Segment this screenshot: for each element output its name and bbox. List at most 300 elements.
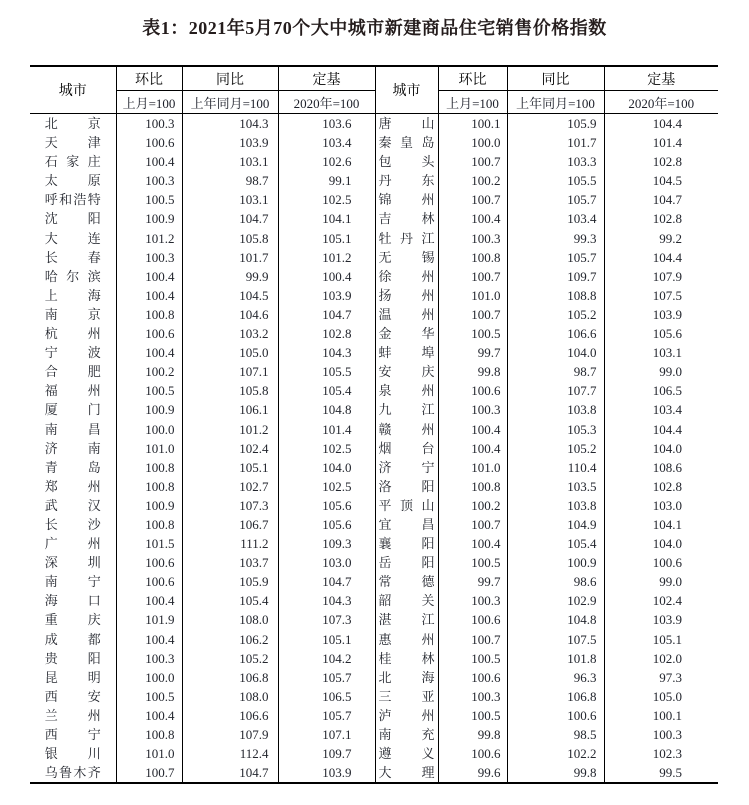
mom-value-cell: 100.8 (116, 305, 182, 324)
base-value-cell: 107.3 (278, 610, 375, 629)
yoy-value-cell: 106.6 (507, 324, 604, 343)
yoy-value-cell: 99.3 (507, 229, 604, 248)
yoy-value-cell: 105.7 (507, 248, 604, 267)
mom-base-header: 上月=100 (116, 91, 182, 114)
mom-value-cell: 100.4 (116, 343, 182, 362)
city-label: 福州 (44, 383, 101, 399)
yoy-value-cell: 107.3 (182, 496, 278, 515)
city-label: 韶关 (378, 593, 435, 609)
base-value-cell: 107.5 (652, 287, 682, 303)
base-value-cell: 107.1 (278, 725, 375, 744)
base-value-cell: 103.4 (278, 133, 375, 152)
yoy-value-cell: 101.8 (507, 649, 604, 668)
city-cell (30, 458, 116, 477)
yoy-value-cell: 99.8 (507, 763, 604, 783)
base-value-cell: 102.8 (278, 324, 375, 343)
yoy-value-cell: 106.6 (182, 706, 278, 725)
base-value-cell: 101.2 (278, 248, 375, 267)
yoy-column-header: 同比 (507, 66, 604, 91)
base-value-cell: 105.1 (278, 630, 375, 649)
mom-value-cell: 100.6 (438, 381, 507, 400)
base-value-cell: 105.5 (278, 362, 375, 381)
mom-value-cell: 99.8 (438, 725, 507, 744)
city-label: 重庆 (44, 612, 101, 628)
city-cell (375, 209, 438, 228)
base-value-cell: 108.6 (652, 459, 682, 475)
city-label: 温州 (378, 306, 435, 322)
city-cell (375, 305, 438, 324)
mom-value-cell: 100.8 (438, 477, 507, 496)
mom-value-cell: 100.4 (438, 209, 507, 228)
mom-value-cell: 100.3 (438, 687, 507, 706)
city-cell (375, 496, 438, 515)
yoy-value-cell: 106.1 (182, 400, 278, 419)
yoy-value-cell: 103.4 (507, 209, 604, 228)
city-cell (375, 744, 438, 763)
mom-value-cell: 100.7 (438, 630, 507, 649)
city-cell (375, 152, 438, 171)
table-row (30, 515, 718, 534)
yoy-value-cell: 98.7 (507, 362, 604, 381)
mom-value-cell: 100.6 (116, 133, 182, 152)
base-value-cell: 104.3 (278, 343, 375, 362)
city-cell (375, 725, 438, 744)
city-label: 赣州 (378, 421, 435, 437)
city-label: 襄阳 (378, 536, 435, 552)
city-label: 岳阳 (378, 555, 435, 571)
city-label: 沈阳 (44, 211, 101, 227)
city-label: 扬州 (378, 287, 435, 303)
base-value-cell: 104.1 (652, 516, 682, 532)
city-cell (375, 458, 438, 477)
base-value-cell: 105.6 (278, 496, 375, 515)
city-cell (30, 649, 116, 668)
table-row (30, 477, 718, 496)
city-label: 杭州 (44, 326, 101, 342)
city-cell (30, 687, 116, 706)
yoy-value-cell: 108.8 (507, 286, 604, 305)
yoy-value-cell: 105.2 (507, 305, 604, 324)
base-value-cell: 104.7 (278, 305, 375, 324)
table-row (30, 286, 718, 305)
city-label: 南宁 (44, 574, 101, 590)
table-row (30, 630, 718, 649)
mom-value-cell: 99.8 (438, 362, 507, 381)
city-cell (375, 114, 438, 134)
city-label: 呼和浩特 (44, 192, 101, 208)
yoy-value-cell: 105.7 (507, 190, 604, 209)
yoy-value-cell: 104.5 (182, 286, 278, 305)
mom-value-cell: 100.2 (438, 496, 507, 515)
mom-value-cell: 100.8 (438, 248, 507, 267)
city-label: 惠州 (378, 631, 435, 647)
base-value-cell: 103.9 (278, 763, 375, 783)
city-label: 南昌 (44, 421, 101, 437)
city-label: 昆明 (44, 669, 101, 685)
yoy-column-header: 同比 (182, 66, 278, 91)
base-value-cell: 101.4 (278, 420, 375, 439)
yoy-value-cell: 105.2 (182, 649, 278, 668)
yoy-value-cell: 103.5 (507, 477, 604, 496)
city-label: 包头 (378, 154, 435, 170)
city-cell (30, 190, 116, 209)
mom-value-cell: 101.9 (116, 610, 182, 629)
header-row-bases (30, 91, 718, 114)
mom-value-cell: 100.5 (438, 649, 507, 668)
yoy-value-cell: 102.7 (182, 477, 278, 496)
table-row (30, 305, 718, 324)
city-label: 宜昌 (378, 516, 435, 532)
city-cell (375, 190, 438, 209)
table-row (30, 744, 718, 763)
yoy-value-cell: 105.4 (507, 534, 604, 553)
yoy-value-cell: 104.6 (182, 305, 278, 324)
mom-value-cell: 100.9 (116, 209, 182, 228)
city-cell (30, 630, 116, 649)
mom-value-cell: 99.7 (438, 343, 507, 362)
city-cell (30, 343, 116, 362)
city-label: 乌鲁木齐 (44, 765, 101, 781)
city-label: 石家庄 (44, 154, 101, 170)
city-label: 厦门 (44, 402, 101, 418)
city-cell (30, 420, 116, 439)
price-index-table (30, 65, 718, 784)
city-cell (30, 496, 116, 515)
yoy-value-cell: 102.9 (507, 591, 604, 610)
table-row (30, 610, 718, 629)
table-row (30, 420, 718, 439)
mom-value-cell: 99.7 (438, 572, 507, 591)
base-value-cell: 106.5 (652, 383, 682, 399)
table-row (30, 496, 718, 515)
mom-value-cell: 100.6 (438, 744, 507, 763)
base-value-cell: 100.3 (652, 727, 682, 742)
base-value-cell: 109.7 (278, 744, 375, 763)
mom-value-cell: 100.5 (116, 190, 182, 209)
city-label: 大连 (44, 230, 101, 246)
city-cell (375, 477, 438, 496)
city-cell (30, 171, 116, 190)
base-value-cell: 102.8 (652, 211, 682, 227)
table-row (30, 572, 718, 591)
table-row (30, 133, 718, 152)
city-label: 大理 (378, 765, 435, 781)
yoy-value-cell: 104.9 (507, 515, 604, 534)
yoy-value-cell: 107.5 (507, 630, 604, 649)
yoy-base-header: 上年同月=100 (507, 91, 604, 114)
yoy-value-cell: 109.7 (507, 267, 604, 286)
city-label: 泸州 (378, 707, 435, 723)
city-label: 银川 (44, 746, 101, 762)
base-value-cell: 100.6 (652, 555, 682, 571)
mom-value-cell: 100.3 (116, 171, 182, 190)
table-row (30, 209, 718, 228)
mom-value-cell: 100.2 (116, 362, 182, 381)
mom-value-cell: 100.4 (116, 267, 182, 286)
table-row (30, 706, 718, 725)
base-value-cell: 102.6 (278, 152, 375, 171)
city-label: 哈尔滨 (44, 268, 101, 284)
yoy-value-cell: 105.2 (507, 439, 604, 458)
city-cell (30, 248, 116, 267)
city-cell (30, 744, 116, 763)
city-label: 洛阳 (378, 478, 435, 494)
table-row (30, 381, 718, 400)
mom-value-cell: 100.7 (438, 515, 507, 534)
fixed-base-header: 2020年=100 (604, 91, 718, 114)
base-value-cell: 107.9 (652, 268, 682, 284)
base-value-cell: 102.5 (278, 190, 375, 209)
base-value-cell: 109.3 (278, 534, 375, 553)
table-row (30, 248, 718, 267)
city-cell (30, 706, 116, 725)
yoy-value-cell: 101.2 (182, 420, 278, 439)
base-value-cell: 106.5 (278, 687, 375, 706)
city-cell (30, 381, 116, 400)
table-row (30, 324, 718, 343)
yoy-value-cell: 104.3 (182, 114, 278, 134)
city-label: 南充 (378, 727, 435, 742)
base-value-cell: 104.1 (278, 209, 375, 228)
table-body (30, 114, 718, 784)
city-label: 九江 (378, 402, 435, 418)
base-value-cell: 99.1 (278, 171, 375, 190)
yoy-value-cell: 107.1 (182, 362, 278, 381)
mom-value-cell: 100.4 (438, 420, 507, 439)
yoy-value-cell: 103.1 (182, 152, 278, 171)
city-cell (30, 324, 116, 343)
city-label: 锦州 (378, 192, 435, 208)
city-label: 唐山 (378, 116, 435, 131)
base-value-cell: 105.1 (278, 229, 375, 248)
table-row (30, 649, 718, 668)
city-label: 安庆 (378, 364, 435, 380)
mom-value-cell: 100.2 (438, 171, 507, 190)
base-value-cell: 105.4 (278, 381, 375, 400)
mom-value-cell: 100.7 (438, 267, 507, 286)
mom-value-cell: 100.6 (116, 553, 182, 572)
city-label: 烟台 (378, 440, 435, 456)
city-label: 天津 (44, 135, 101, 151)
yoy-value-cell: 105.5 (507, 171, 604, 190)
mom-value-cell: 100.8 (116, 458, 182, 477)
city-cell (30, 763, 116, 783)
yoy-value-cell: 104.8 (507, 610, 604, 629)
city-cell (375, 515, 438, 534)
table-row (30, 114, 718, 134)
table-row (30, 267, 718, 286)
city-cell (30, 114, 116, 134)
base-value-cell: 99.2 (659, 230, 682, 246)
mom-value-cell: 100.4 (116, 286, 182, 305)
mom-value-cell: 100.3 (438, 229, 507, 248)
city-cell (30, 668, 116, 687)
yoy-value-cell: 105.8 (182, 229, 278, 248)
city-label: 三亚 (378, 688, 435, 704)
city-label: 太原 (44, 173, 101, 189)
city-label: 常德 (378, 574, 435, 590)
city-cell (30, 534, 116, 553)
yoy-value-cell: 106.2 (182, 630, 278, 649)
yoy-value-cell: 111.2 (182, 534, 278, 553)
mom-value-cell: 100.8 (116, 515, 182, 534)
base-value-cell: 104.3 (278, 591, 375, 610)
mom-value-cell: 100.4 (116, 706, 182, 725)
city-cell (375, 706, 438, 725)
mom-value-cell: 101.0 (438, 286, 507, 305)
city-label: 广州 (44, 536, 101, 552)
mom-value-cell: 100.7 (116, 763, 182, 783)
mom-value-cell: 100.6 (438, 610, 507, 629)
mom-column-header: 环比 (438, 66, 507, 91)
base-value-cell: 104.0 (652, 536, 682, 552)
city-cell (375, 534, 438, 553)
base-value-cell: 102.8 (652, 154, 682, 170)
yoy-value-cell: 103.8 (507, 496, 604, 515)
yoy-value-cell: 105.9 (507, 114, 604, 134)
city-cell (375, 362, 438, 381)
mom-value-cell: 100.4 (438, 534, 507, 553)
city-cell (375, 133, 438, 152)
yoy-value-cell: 101.7 (182, 248, 278, 267)
city-cell (375, 553, 438, 572)
city-label: 成都 (44, 631, 101, 647)
table-row (30, 553, 718, 572)
base-value-cell: 104.0 (652, 440, 682, 456)
yoy-value-cell: 105.8 (182, 381, 278, 400)
city-label: 宁波 (44, 345, 101, 361)
table-row (30, 190, 718, 209)
city-cell (375, 687, 438, 706)
table-row (30, 171, 718, 190)
table-row (30, 439, 718, 458)
city-cell (30, 286, 116, 305)
header-row-groups (30, 66, 718, 91)
mom-value-cell: 100.6 (438, 668, 507, 687)
yoy-value-cell: 107.7 (507, 381, 604, 400)
city-cell (30, 725, 116, 744)
city-label: 贵阳 (44, 650, 101, 666)
city-label: 北京 (44, 116, 101, 131)
city-cell (375, 668, 438, 687)
base-value-cell: 100.4 (278, 267, 375, 286)
yoy-value-cell: 105.3 (507, 420, 604, 439)
base-value-cell: 100.1 (652, 707, 682, 723)
mom-value-cell: 100.5 (438, 324, 507, 343)
yoy-value-cell: 98.7 (182, 171, 278, 190)
base-value-cell: 99.5 (659, 765, 682, 781)
city-cell (30, 477, 116, 496)
city-column-header: 城市 (30, 66, 116, 114)
mom-column-header: 环比 (116, 66, 182, 91)
base-value-cell: 105.0 (652, 688, 682, 704)
mom-value-cell: 101.2 (116, 229, 182, 248)
table-row (30, 362, 718, 381)
city-cell (30, 400, 116, 419)
city-label: 合肥 (44, 364, 101, 380)
city-label: 遵义 (378, 746, 435, 762)
yoy-value-cell: 110.4 (507, 458, 604, 477)
city-label: 吉林 (378, 211, 435, 227)
city-label: 徐州 (378, 268, 435, 284)
city-label: 济宁 (378, 459, 435, 475)
city-cell (375, 286, 438, 305)
table-row (30, 152, 718, 171)
city-cell (375, 400, 438, 419)
page-title: 表1：2021年5月70个大中城市新建商品住宅销售价格指数 (142, 18, 607, 38)
yoy-value-cell: 103.9 (182, 133, 278, 152)
mom-value-cell: 100.0 (438, 133, 507, 152)
mom-value-cell: 100.5 (116, 381, 182, 400)
table-row (30, 687, 718, 706)
mom-value-cell: 100.1 (438, 114, 507, 134)
city-label: 北海 (378, 669, 435, 685)
table-row (30, 229, 718, 248)
table-row (30, 725, 718, 744)
base-value-cell: 104.5 (652, 173, 682, 189)
fixed-base-column-header: 定基 (278, 66, 375, 91)
mom-value-cell: 100.7 (438, 152, 507, 171)
yoy-base-header: 上年同月=100 (182, 91, 278, 114)
table-row (30, 668, 718, 687)
city-label: 长春 (44, 249, 101, 265)
base-value-cell: 97.3 (659, 669, 682, 685)
yoy-value-cell: 104.0 (507, 343, 604, 362)
base-value-cell: 104.7 (278, 572, 375, 591)
base-value-cell: 104.7 (652, 192, 682, 208)
city-cell (30, 591, 116, 610)
yoy-value-cell: 103.8 (507, 400, 604, 419)
city-cell (375, 610, 438, 629)
base-value-cell: 103.4 (652, 402, 682, 418)
table-row (30, 458, 718, 477)
city-label: 平顶山 (378, 497, 435, 513)
city-label: 湛江 (378, 612, 435, 628)
mom-value-cell: 100.8 (116, 725, 182, 744)
fixed-base-header: 2020年=100 (278, 91, 375, 114)
city-cell (30, 229, 116, 248)
base-value-cell: 102.4 (652, 593, 682, 609)
city-label: 牡丹江 (378, 230, 435, 246)
city-cell (375, 248, 438, 267)
city-cell (375, 267, 438, 286)
city-label: 无锡 (378, 249, 435, 265)
city-cell (375, 591, 438, 610)
city-cell (30, 152, 116, 171)
city-label: 桂林 (378, 650, 435, 666)
city-column-header: 城市 (375, 66, 438, 114)
city-cell (375, 343, 438, 362)
yoy-value-cell: 108.0 (182, 610, 278, 629)
mom-value-cell: 100.5 (116, 687, 182, 706)
mom-value-cell: 100.9 (116, 496, 182, 515)
yoy-value-cell: 105.1 (182, 458, 278, 477)
mom-value-cell: 101.5 (116, 534, 182, 553)
city-label: 海口 (44, 593, 101, 609)
base-value-cell: 104.0 (278, 458, 375, 477)
city-label: 上海 (44, 287, 101, 303)
yoy-value-cell: 104.7 (182, 209, 278, 228)
city-cell (375, 420, 438, 439)
yoy-value-cell: 102.4 (182, 439, 278, 458)
mom-value-cell: 100.3 (116, 114, 182, 134)
yoy-value-cell: 105.0 (182, 343, 278, 362)
city-cell (30, 572, 116, 591)
base-value-cell: 102.8 (652, 478, 682, 494)
base-value-cell: 102.5 (278, 439, 375, 458)
yoy-value-cell: 105.9 (182, 572, 278, 591)
table-row (30, 534, 718, 553)
